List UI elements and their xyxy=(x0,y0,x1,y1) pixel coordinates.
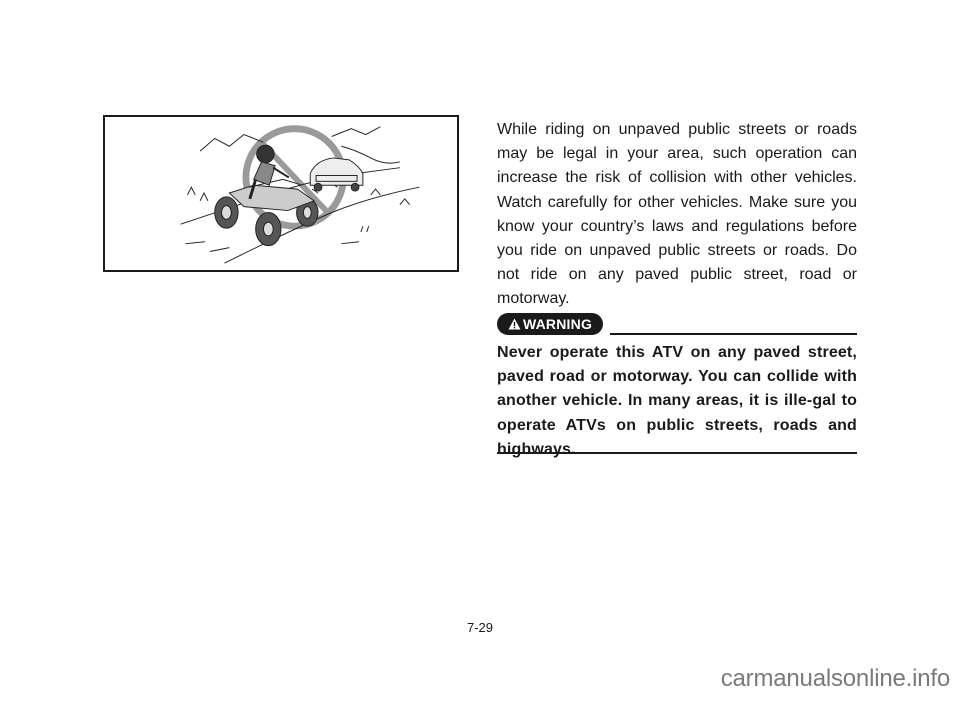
warning-triangle-icon xyxy=(508,318,521,330)
warning-bottom-rule xyxy=(497,452,857,454)
watermark: carmanualsonline.info xyxy=(720,665,950,692)
page-number: 7-29 xyxy=(466,620,494,635)
atv-on-road-illustration xyxy=(105,117,457,270)
body-paragraph: While riding on unpaved public streets or roads may be legal in your area, such operation can increase the risk of collision with other vehicles. Watch carefully for other vehicles. Make sure you know your country’s laws and regulations before you ride on unpaved public streets or roads. Do not ride on any paved public street, road or motorway. xyxy=(497,121,857,308)
atv-illustration-frame xyxy=(103,115,459,272)
warning-header xyxy=(497,313,857,335)
warning-badge xyxy=(497,313,603,335)
warning-header-rule xyxy=(610,333,857,335)
warning-label: WARNING xyxy=(522,316,593,332)
warning-text: Never operate this ATV on any paved street, paved road or motorway. You can collide with another vehicle. In many areas, it is ille-gal to operate ATVs on public streets, roads and highways. xyxy=(497,344,857,458)
